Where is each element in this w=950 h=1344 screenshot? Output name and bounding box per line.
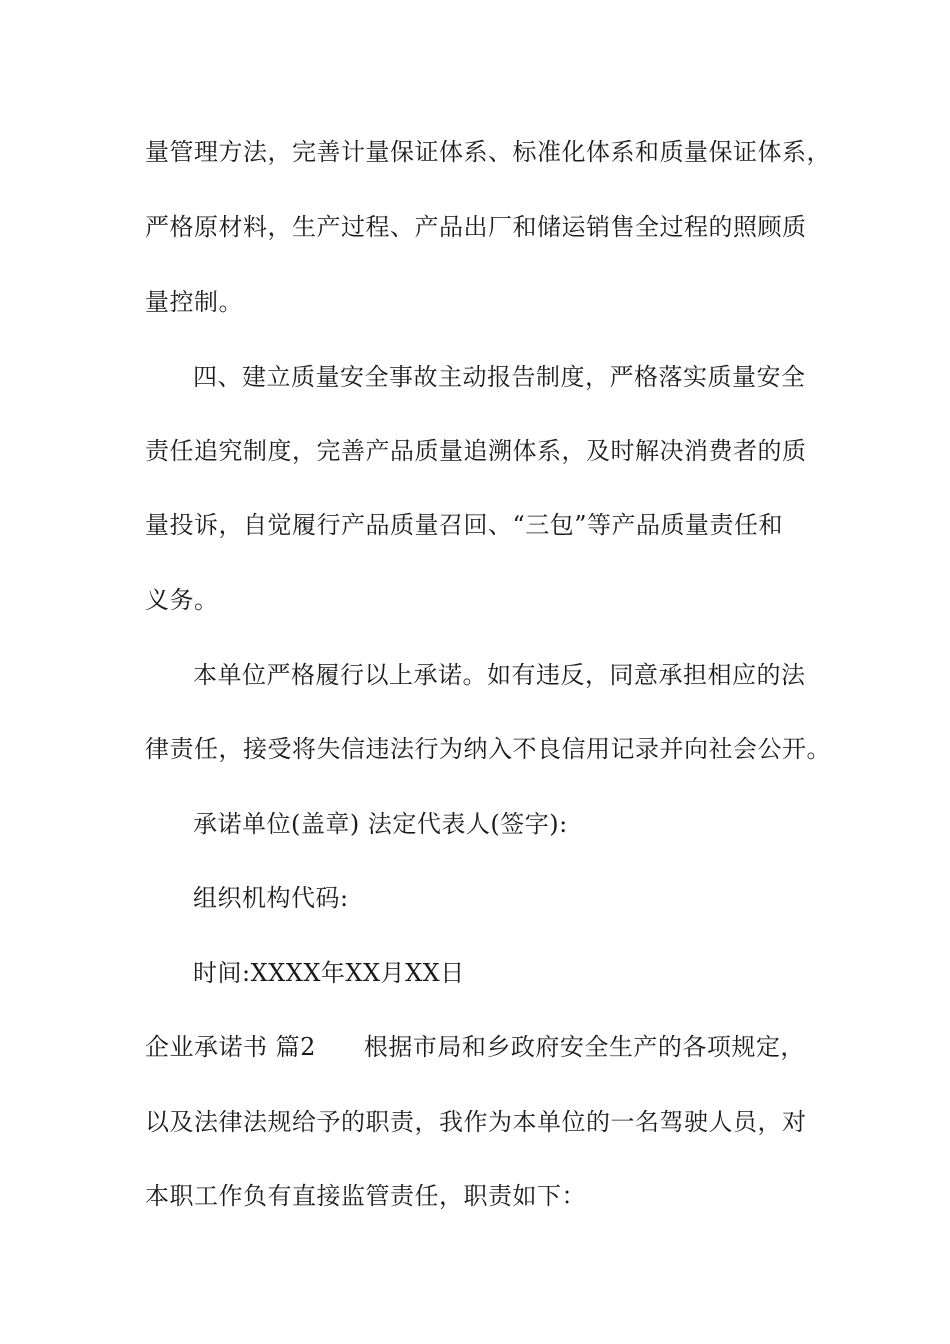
date-line: 时间:XXXX年XX月XX日 xyxy=(193,959,465,987)
section-2-line-3: 本职工作负有直接监管责任，职责如下： xyxy=(145,1182,586,1210)
organization-code-line: 组织机构代码: xyxy=(193,884,349,912)
paragraph-1-line-1: 量管理方法，完善计量保证体系、标准化体系和质量保证体系， xyxy=(145,138,831,166)
section-2-heading: 企业承诺书 篇2 xyxy=(145,1033,316,1061)
paragraph-2-line-4: 义务。 xyxy=(145,586,219,614)
paragraph-2-line-2: 责任追究制度，完善产品质量追溯体系，及时解决消费者的质 xyxy=(145,437,807,465)
paragraph-3-line-2: 律责任，接受将失信违法行为纳入不良信用记录并向社会公开。 xyxy=(145,735,831,763)
signature-unit-line: 承诺单位(盖章) 法定代表人(签字): xyxy=(193,810,568,838)
paragraph-1-line-2: 严格原材料，生产过程、产品出厂和储运销售全过程的照顾质 xyxy=(145,213,807,241)
section-2-first-text: 根据市局和乡政府安全生产的各项规定， xyxy=(363,1033,805,1061)
paragraph-2-line-1: 四、建立质量安全事故主动报告制度，严格落实质量安全 xyxy=(193,363,806,391)
paragraph-1-line-3: 量控制。 xyxy=(145,288,243,316)
section-2-first-line xyxy=(145,1032,805,1062)
paragraph-3-line-1: 本单位严格履行以上承诺。如有违反，同意承担相应的法 xyxy=(193,661,806,689)
section-2-line-2: 以及法律法规给予的职责，我作为本单位的一名驾驶人员，对 xyxy=(145,1108,807,1136)
paragraph-2-line-3: 量投诉，自觉履行产品质量召回、“三包”等产品质量责任和 xyxy=(145,511,784,539)
